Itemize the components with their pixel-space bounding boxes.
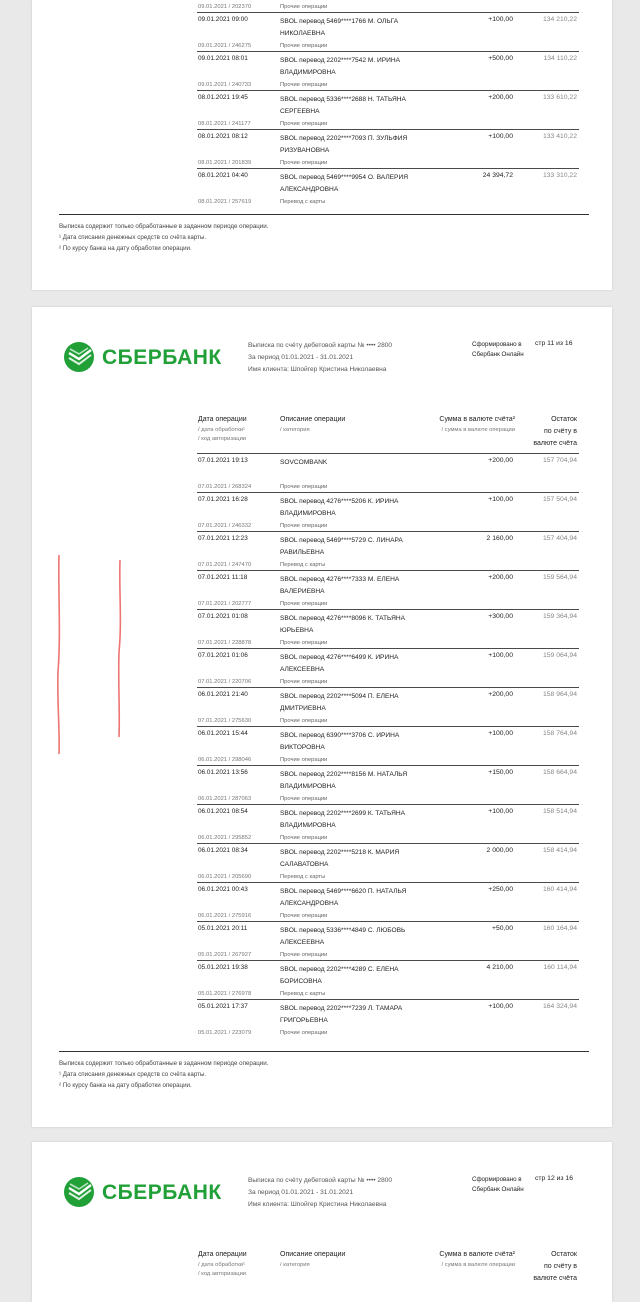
operation-datetime: 06.01.2021 00:43 (198, 886, 248, 893)
statement-page-12 (32, 1142, 612, 1302)
operation-description: SBOL перевод 5469****1766 М. ОЛЬГА НИКОЛАЕВНА (280, 18, 399, 37)
operation-datetime: 07.01.2021 01:08 (198, 613, 248, 620)
header-date (198, 1249, 247, 1279)
operation-description: SBOL перевод 4276****8096 К. ТАТЬЯНА ЮРЬЕВНА (280, 615, 405, 634)
header-desc-sub: / категория (280, 1262, 310, 1268)
processing-date: 07.01.2021 / 268324 (198, 484, 252, 490)
operation-datetime: 07.01.2021 16:28 (198, 496, 248, 503)
processing-date: 07.01.2021 / 220706 (198, 679, 252, 685)
balance: 158 664,94 (542, 769, 577, 776)
statement-title: Выписка по счёту дебетовой карты № •••• 2800 (248, 342, 393, 349)
statement-period: За период 01.01.2021 - 31.01.2021 (248, 1189, 354, 1196)
header-balance-label: по счёту в (543, 428, 577, 435)
processing-date: 08.01.2021 / 201839 (198, 160, 252, 166)
statement-info (248, 1175, 392, 1211)
header-amount (439, 414, 515, 435)
table-row (197, 90, 579, 129)
category: Прочие операции (280, 601, 328, 607)
statement-page-10 (32, 0, 612, 290)
red-marker-lines (52, 552, 132, 762)
processing-date: 07.01.2021 / 202777 (198, 601, 252, 607)
category: Прочие операции (280, 913, 328, 919)
operation-description: SBOL перевод 2202****7542 М. ИРИНА ВЛАДИМИРОВНА (280, 57, 401, 76)
processing-date: 08.01.2021 / 241177 (198, 121, 251, 127)
formed-line: Сформировано в (472, 1176, 522, 1183)
table-row (197, 570, 579, 609)
operation-datetime: 05.01.2021 17:37 (198, 1003, 248, 1010)
header-amount-label: Сумма в валюте счёта² (439, 1251, 515, 1258)
operation-datetime: 08.01.2021 08:12 (198, 133, 248, 140)
operation-datetime: 05.01.2021 20:11 (198, 925, 248, 932)
header-description (280, 414, 345, 435)
category: Прочие операции (280, 4, 328, 10)
processing-date: 07.01.2021 / 247470 (198, 562, 252, 568)
amount: +200,00 (488, 574, 513, 581)
header-balance-label: Остаток (551, 416, 577, 423)
amount: +250,00 (488, 886, 513, 893)
header-desc-sub: / категория (280, 427, 310, 433)
header-amount-sub: / сумма в валюте операции (441, 427, 515, 433)
category: Прочие операции (280, 121, 328, 127)
balance: 158 414,94 (542, 847, 577, 854)
operation-description: SBOL перевод 4276****7333 М. ЕЛЕНА ВАЛЕРИЕВНА (280, 576, 400, 595)
statement-page-11 (32, 307, 612, 1127)
table-header (197, 1249, 579, 1299)
operation-description: SBOL перевод 2202****8156 М. НАТАЛЬЯ ВЛАДИМИРОВНА (280, 771, 408, 790)
header-desc-label: Описание операции (280, 416, 346, 423)
balance: 134 210,22 (542, 16, 577, 23)
processing-date: 07.01.2021 / 275630 (198, 718, 252, 724)
header-date (198, 414, 247, 444)
formed-line: Сформировано в (472, 341, 522, 348)
amount: +200,00 (488, 457, 513, 464)
category: Прочие операции (280, 718, 328, 724)
category: Прочие операции (280, 640, 328, 646)
balance: 157 404,94 (542, 535, 577, 542)
header-date-sub: / код авторизации (198, 1271, 247, 1277)
formed-in (472, 1175, 532, 1195)
amount: 2 000,00 (486, 847, 513, 854)
table-row (197, 648, 579, 687)
amount: 24 394,72 (482, 172, 513, 179)
processing-date: 09.01.2021 / 246275 (198, 43, 252, 49)
balance: 158 964,94 (542, 691, 577, 698)
header-date-label: Дата операции (198, 1251, 247, 1258)
operation-description: SOVCOMBANK (280, 459, 328, 466)
amount: +100,00 (488, 16, 513, 23)
category: Перевод с карты (280, 199, 326, 205)
amount: 2 160,00 (486, 535, 513, 542)
processing-date: 05.01.2021 / 276978 (198, 991, 252, 997)
logo-text: СБЕРБАНК (102, 346, 222, 369)
header-date-sub: / дата обработки¹ (198, 1262, 245, 1268)
page-number: стр 12 из 16 (535, 1175, 573, 1182)
operation-description: SBOL перевод 6390****3706 С. ИРИНА ВИКТОРОВНА (280, 732, 400, 751)
category: Прочие операции (280, 952, 328, 958)
sberbank-logo (62, 340, 232, 380)
client-name: Имя клиента: Шпойгер Кристина Николаевна (248, 366, 387, 373)
balance: 159 064,94 (542, 652, 577, 659)
operation-datetime: 07.01.2021 11:18 (198, 574, 248, 581)
logo-text: СБЕРБАНК (102, 1181, 222, 1204)
amount: +100,00 (488, 496, 513, 503)
operation-datetime: 07.01.2021 01:06 (198, 652, 248, 659)
table-row (197, 492, 579, 531)
balance: 134 110,22 (543, 55, 577, 62)
processing-date: 06.01.2021 / 275916 (198, 913, 252, 919)
table-row (197, 765, 579, 804)
processing-date: 05.01.2021 / 267927 (198, 952, 252, 958)
header-description (280, 1249, 345, 1270)
sberbank-logo-icon (62, 1175, 96, 1209)
header-date-sub: / код авторизации (198, 436, 247, 442)
table-row (197, 531, 579, 570)
header-amount-label: Сумма в валюте счёта² (439, 416, 515, 423)
balance: 164 324,94 (542, 1003, 577, 1010)
operation-description: SBOL перевод 4276****5206 К. ИРИНА ВЛАДИМИРОВНА (280, 498, 399, 517)
balance: 158 514,94 (542, 808, 577, 815)
amount: +100,00 (488, 730, 513, 737)
sberbank-logo (62, 1175, 232, 1215)
category: Перевод с карты (280, 562, 326, 568)
operation-datetime: 06.01.2021 21:40 (198, 691, 248, 698)
footnote: Выписка содержит только обработанные в заданном периоде операции. (59, 1060, 269, 1067)
table-row (197, 999, 579, 1038)
header-balance-label: валюте счёта (533, 440, 577, 447)
footnote: ² По курсу банка на дату обработки операции. (59, 245, 192, 252)
table-row (197, 168, 579, 207)
table-row (197, 726, 579, 765)
page-number: стр 11 из 16 (535, 340, 573, 347)
category: Прочие операции (280, 484, 328, 490)
category: Прочие операции (280, 835, 328, 841)
balance: 133 610,22 (542, 94, 577, 101)
operation-datetime: 07.01.2021 12:23 (198, 535, 248, 542)
amount: +200,00 (488, 691, 513, 698)
processing-date: 07.01.2021 / 246332 (198, 523, 252, 529)
operation-description: SBOL перевод 5469****5729 С. ЛИНАРА РАВИЛЬЕВНА (280, 537, 403, 556)
table-row (197, 843, 579, 882)
category: Перевод с карты (280, 874, 326, 880)
category: Прочие операции (280, 43, 328, 49)
operation-datetime: 06.01.2021 13:56 (198, 769, 248, 776)
header-date-label: Дата операции (198, 416, 247, 423)
operation-datetime: 09.01.2021 09:00 (198, 16, 248, 23)
formed-line: Сбербанк Онлайн (472, 1186, 524, 1193)
amount: +50,00 (492, 925, 513, 932)
amount: +150,00 (488, 769, 513, 776)
category: Прочие операции (280, 160, 328, 166)
amount: +100,00 (488, 808, 513, 815)
balance: 133 410,22 (542, 133, 577, 140)
category: Прочие операции (280, 679, 328, 685)
header-date-sub: / дата обработки¹ (198, 427, 245, 433)
processing-date: 06.01.2021 / 295852 (198, 835, 252, 841)
balance: 159 364,94 (542, 613, 577, 620)
table-row (197, 960, 579, 999)
balance: 157 704,94 (542, 457, 577, 464)
header-balance-label: по счёту в (543, 1263, 577, 1270)
header-amount-sub: / сумма в валюте операции (441, 1262, 515, 1268)
operation-description: SBOL перевод 5469****6620 П. НАТАЛЬЯ АЛЕКСАНДРОВНА (280, 888, 407, 907)
processing-date: 09.01.2021 / 240733 (198, 82, 252, 88)
footnote: Выписка содержит только обработанные в заданном периоде операции. (59, 223, 269, 230)
operation-description: SBOL перевод 2202****2699 К. ТАТЬЯНА ВЛАДИМИРОВНА (280, 810, 405, 829)
amount: +200,00 (488, 94, 513, 101)
table-row-partial (197, 0, 579, 12)
balance: 160 414,94 (542, 886, 577, 893)
statement-title: Выписка по счёту дебетовой карты № •••• 2800 (248, 1177, 393, 1184)
transactions-table (197, 0, 579, 207)
operation-description: SBOL перевод 2202****4289 С. ЕЛЕНА БОРИСОВНА (280, 966, 399, 985)
amount: +100,00 (488, 652, 513, 659)
footnote: ¹ Дата списания денежных средств со счёта карты. (59, 1071, 207, 1078)
processing-date: 06.01.2021 / 205690 (198, 874, 252, 880)
operation-datetime: 08.01.2021 19:45 (198, 94, 248, 101)
header-balance-label: Остаток (551, 1251, 577, 1258)
amount: +100,00 (488, 133, 513, 140)
operation-description: SBOL перевод 2202****5094 П. ЕЛЕНА ДМИТРИЕВНА (280, 693, 399, 712)
operation-description: SBOL перевод 4276****6499 К. ИРИНА АЛЕКСЕЕВНА (280, 654, 399, 673)
operation-datetime: 06.01.2021 15:44 (198, 730, 248, 737)
statement-info (248, 340, 392, 376)
balance: 158 764,94 (542, 730, 577, 737)
operation-datetime: 06.01.2021 08:34 (198, 847, 248, 854)
balance: 160 114,94 (543, 964, 577, 971)
table-row (197, 129, 579, 168)
balance: 160 164,94 (542, 925, 577, 932)
processing-date: 05.01.2021 / 223079 (198, 1030, 252, 1036)
client-name: Имя клиента: Шпойгер Кристина Николаевна (248, 1201, 387, 1208)
formed-line: Сбербанк Онлайн (472, 351, 524, 358)
balance: 157 504,94 (542, 496, 577, 503)
category: Прочие операции (280, 82, 328, 88)
table-row (197, 804, 579, 843)
operation-description: SBOL перевод 2202****7093 П. ЗУЛЬФИЯ РИЗУВАНОВНА (280, 135, 408, 154)
statement-footnotes (59, 214, 589, 254)
operation-description: SBOL перевод 2202****7239 Л. ТАМАРА ГРИГОРЬЕВНА (280, 1005, 403, 1024)
statement-period: За период 01.01.2021 - 31.01.2021 (248, 354, 354, 361)
footnote: ¹ Дата списания денежных средств со счёта карты. (59, 234, 207, 241)
header-balance-label: валюте счёта (533, 1275, 577, 1282)
formed-in (472, 340, 532, 360)
amount: +500,00 (488, 55, 513, 62)
operation-datetime: 06.01.2021 08:54 (198, 808, 248, 815)
operation-datetime: 05.01.2021 19:38 (198, 964, 248, 971)
category: Прочие операции (280, 757, 328, 763)
statement-footnotes (59, 1051, 589, 1091)
table-row (197, 453, 579, 492)
operation-datetime: 07.01.2021 19:13 (198, 457, 248, 464)
balance: 133 310,22 (542, 172, 577, 179)
operation-datetime: 09.01.2021 08:01 (198, 55, 248, 62)
operation-datetime: 08.01.2021 04:40 (198, 172, 248, 179)
processing-date: 09.01.2021 / 202370 (198, 4, 252, 10)
amount: +100,00 (488, 1003, 513, 1010)
operation-description: SBOL перевод 5469****9954 О. ВАЛЕРИЯ АЛЕКСАНДРОВНА (280, 174, 408, 193)
amount: +300,00 (488, 613, 513, 620)
processing-date: 06.01.2021 / 298046 (198, 757, 252, 763)
table-row (197, 882, 579, 921)
processing-date: 08.01.2021 / 257619 (198, 199, 252, 205)
balance: 159 564,94 (542, 574, 577, 581)
header-desc-label: Описание операции (280, 1251, 346, 1258)
table-row (197, 921, 579, 960)
category: Прочие операции (280, 1030, 328, 1036)
header-balance (517, 414, 577, 450)
category: Перевод с карты (280, 991, 326, 997)
header-amount (439, 1249, 515, 1270)
operation-description: SBOL перевод 5336****2688 Н. ТАТЬЯНА СЕРГЕЕВНА (280, 96, 406, 115)
category: Прочие операции (280, 523, 328, 529)
sberbank-logo-icon (62, 340, 96, 374)
processing-date: 07.01.2021 / 228878 (198, 640, 252, 646)
category: Прочие операции (280, 796, 328, 802)
processing-date: 06.01.2021 / 287063 (198, 796, 252, 802)
transactions-table (197, 453, 579, 1038)
table-row (197, 609, 579, 648)
amount: 4 210,00 (486, 964, 513, 971)
operation-description: SBOL перевод 2202****5218 К. МАРИЯ САЛАВАТОВНА (280, 849, 400, 868)
table-row (197, 51, 579, 90)
operation-description: SBOL перевод 5336****4849 С. ЛЮБОВЬ АЛЕКСЕЕВНА (280, 927, 406, 946)
footnote: ² По курсу банка на дату обработки операции. (59, 1082, 192, 1089)
table-row (197, 12, 579, 51)
table-row (197, 687, 579, 726)
